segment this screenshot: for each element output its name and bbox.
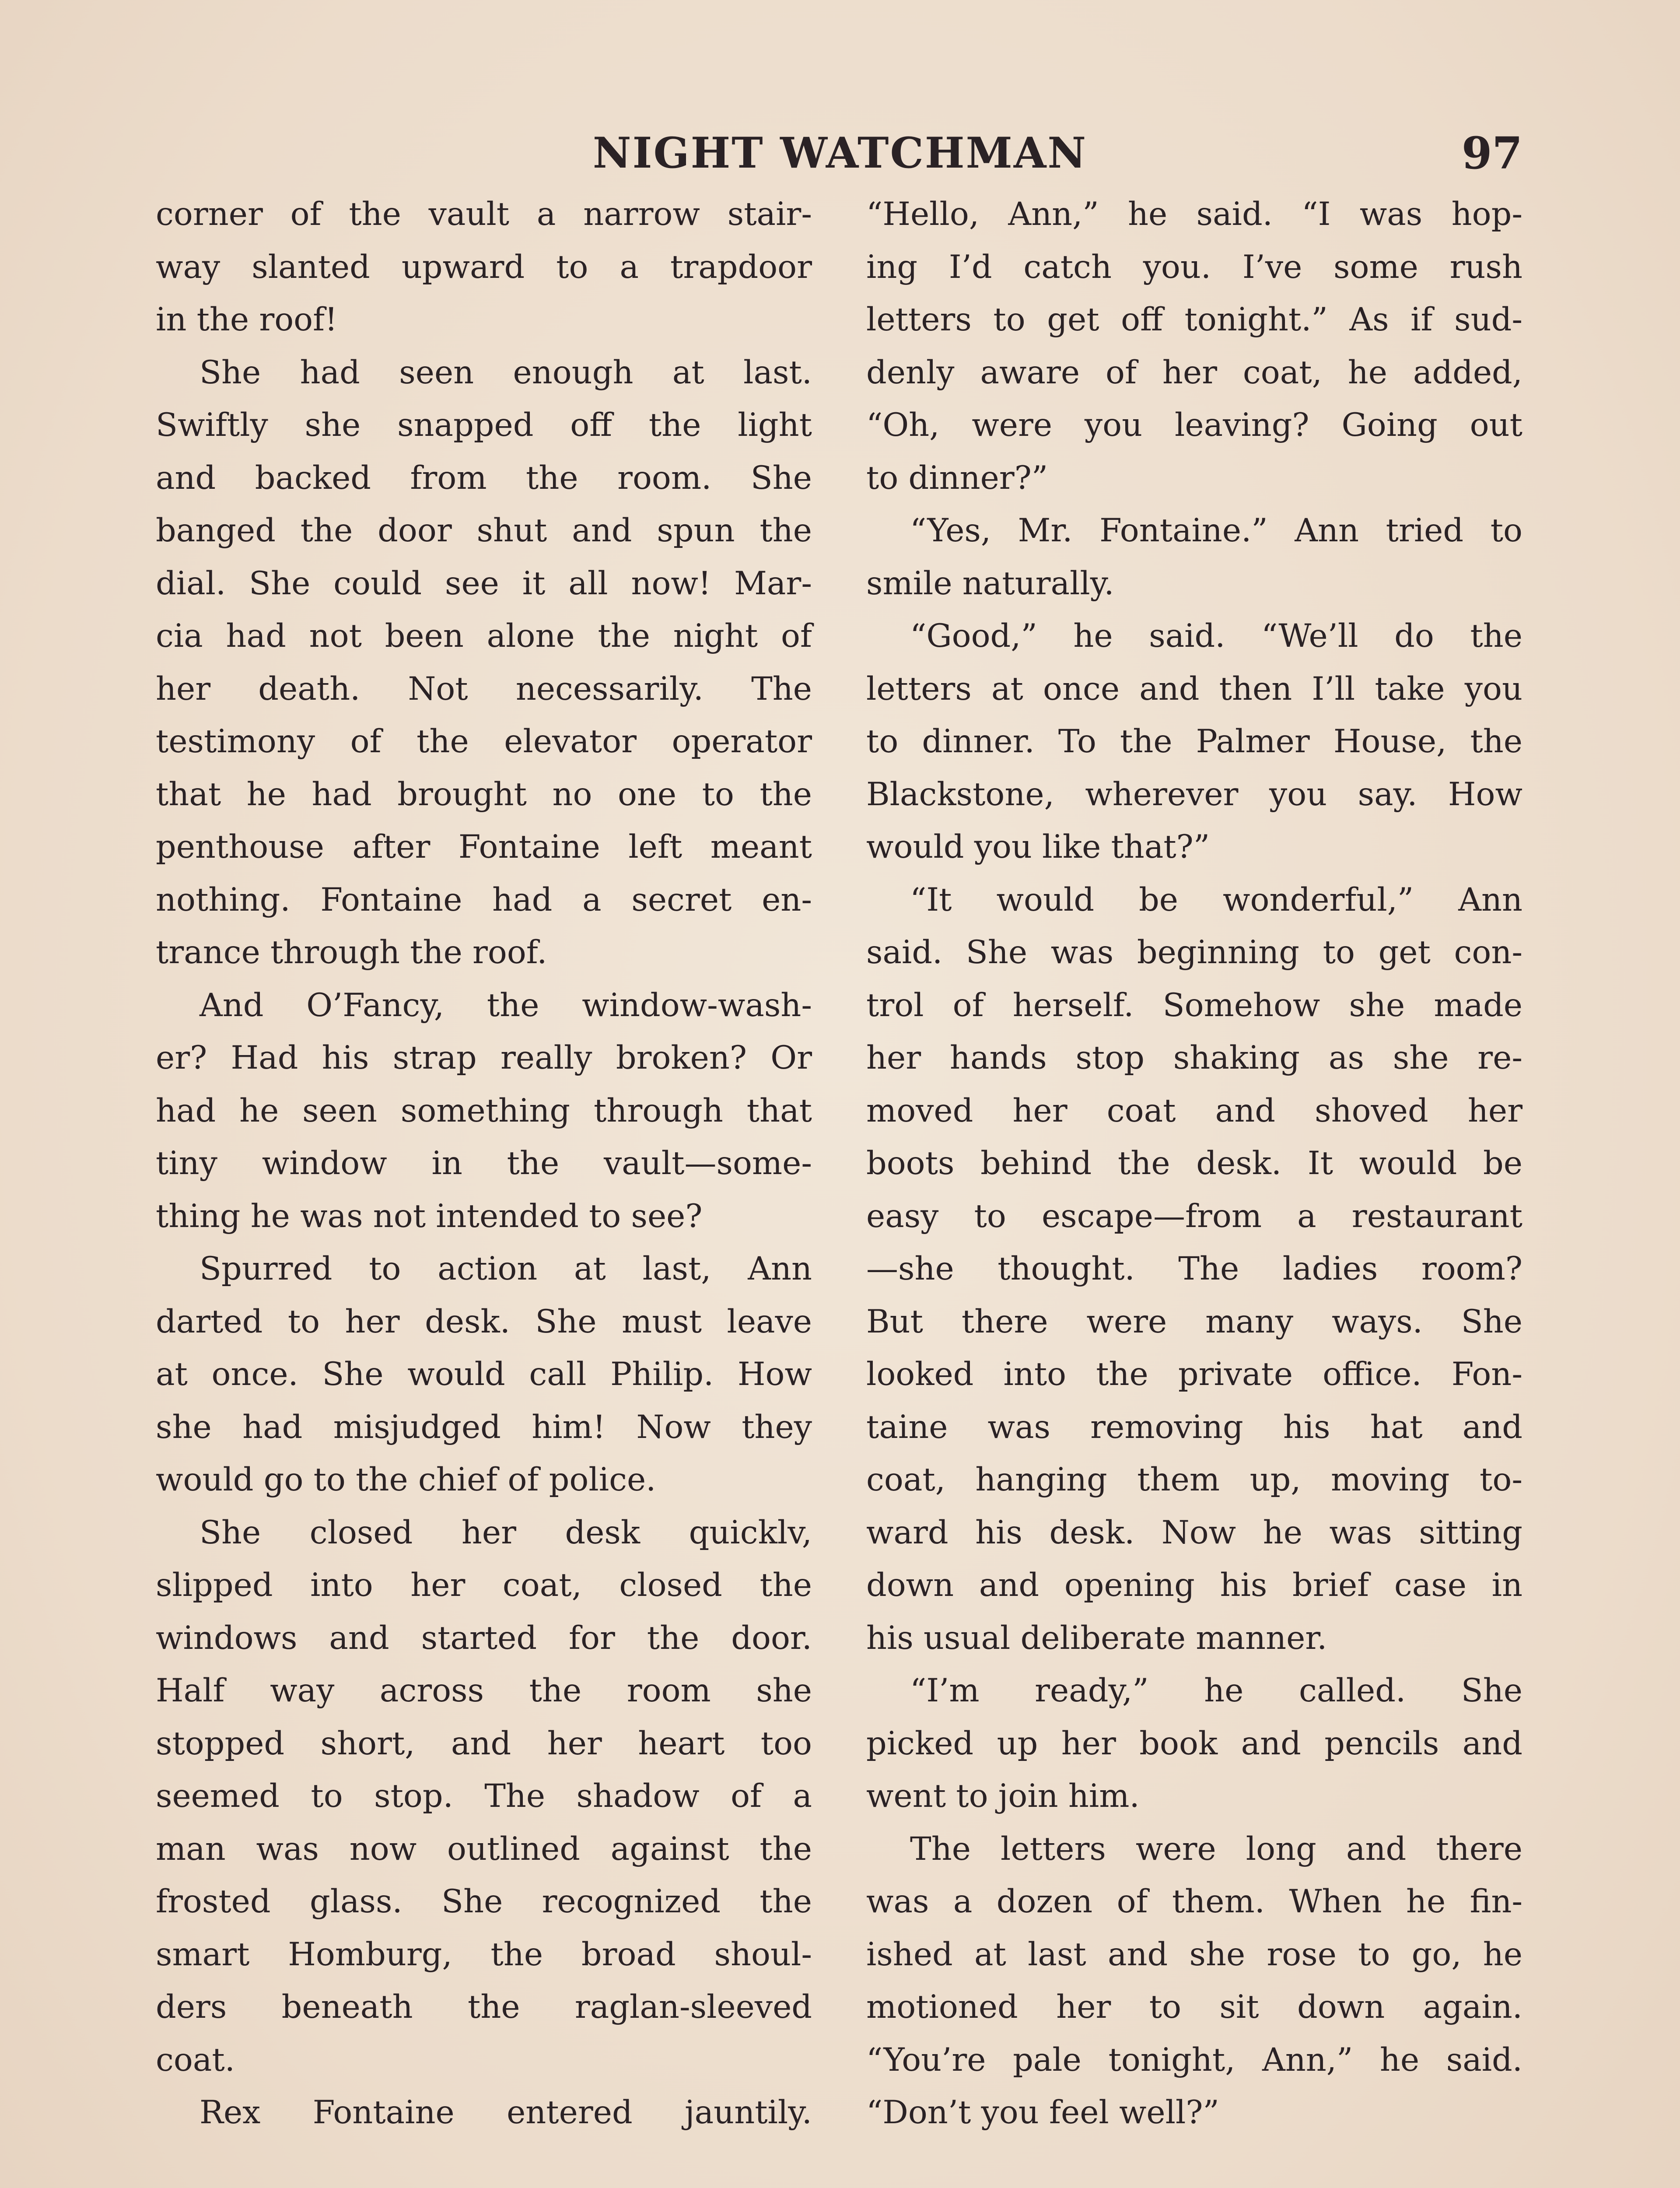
- text-line: denly aware of her coat, he added,: [866, 354, 1522, 391]
- text-line: The letters were long and there: [910, 1830, 1522, 1868]
- text-line: smile naturally.: [866, 565, 1114, 602]
- text-line: seemed to stop. The shadow of a: [156, 1778, 812, 1815]
- text-line: boots behind the desk. It would be: [866, 1145, 1522, 1182]
- text-line: Rex Fontaine entered jauntily.: [200, 2094, 812, 2131]
- text-line: man was now outlined against the: [156, 1830, 812, 1868]
- text-line: er? Had his strap really broken? Or: [156, 1039, 812, 1076]
- text-line: But there were many ways. She: [866, 1303, 1522, 1340]
- text-line: ing I’d catch you. I’ve some rush: [866, 248, 1522, 286]
- text-line: slipped into her coat, closed the: [156, 1567, 812, 1604]
- text-line: cia had not been alone the night of: [156, 617, 812, 655]
- text-line: coat.: [156, 2041, 235, 2079]
- running-title: NIGHT WATCHMAN: [592, 128, 1088, 178]
- text-line: down and opening his brief case in: [866, 1567, 1522, 1604]
- text-line: frosted glass. She recognized the: [156, 1883, 812, 1920]
- text-line: to dinner. To the Palmer House, the: [866, 723, 1522, 760]
- text-line: motioned her to sit down again.: [866, 1988, 1522, 2026]
- text-line: “It would be wonderful,” Ann: [910, 881, 1522, 919]
- text-line: stopped short, and her heart too: [156, 1725, 812, 1762]
- text-line: had he seen something through that: [156, 1092, 812, 1129]
- text-line: her death. Not necessarily. The: [156, 670, 812, 708]
- text-line: to dinner?”: [866, 459, 1048, 497]
- text-line: his usual deliberate manner.: [866, 1619, 1327, 1657]
- text-line: Swiftly she snapped off the light: [156, 407, 812, 444]
- text-line: “Oh, were you leaving? Going out: [866, 407, 1522, 444]
- text-line: letters at once and then I’ll take you: [866, 670, 1522, 708]
- left-text-column: [156, 188, 812, 2139]
- text-line: easy to escape—from a restaurant: [866, 1197, 1522, 1235]
- text-line: smart Homburg, the broad shoul-: [156, 1936, 812, 1973]
- text-line: tiny window in the vault—some-: [156, 1145, 812, 1182]
- text-line: she had misjudged him! Now they: [156, 1408, 812, 1446]
- text-line: penthouse after Fontaine left meant: [156, 828, 812, 866]
- text-line: “Hello, Ann,” he said. “I was hop-: [866, 196, 1522, 233]
- text-line: coat, hanging them up, moving to-: [866, 1461, 1522, 1498]
- text-line: “Don’t you feel well?”: [866, 2094, 1219, 2131]
- text-line: was a dozen of them. When he fin-: [866, 1883, 1522, 1920]
- text-line: “Good,” he said. “We’ll do the: [910, 617, 1522, 655]
- text-line: her hands stop shaking as she re-: [866, 1039, 1522, 1076]
- text-line: Spurred to action at last, Ann: [200, 1250, 812, 1287]
- text-line: in the roof!: [156, 301, 338, 338]
- text-line: banged the door shut and spun the: [156, 512, 812, 549]
- text-line: nothing. Fontaine had a secret en-: [156, 881, 812, 919]
- text-line: taine was removing his hat and: [866, 1408, 1522, 1446]
- text-line: testimony of the elevator operator: [156, 723, 812, 760]
- text-line: “I’m ready,” he called. She: [910, 1672, 1522, 1709]
- text-line: “Yes, Mr. Fontaine.” Ann tried to: [910, 512, 1522, 549]
- text-line: would go to the chief of police.: [156, 1461, 656, 1498]
- text-line: dial. She could see it all now! Mar-: [156, 565, 812, 602]
- text-line: —she thought. The ladies room?: [866, 1250, 1522, 1287]
- text-line: moved her coat and shoved her: [866, 1092, 1522, 1129]
- text-line: went to join him.: [866, 1778, 1140, 1815]
- text-line: picked up her book and pencils and: [866, 1725, 1522, 1762]
- text-line: letters to get off tonight.” As if sud-: [866, 301, 1522, 338]
- text-line: ders beneath the raglan-sleeved: [156, 1988, 812, 2026]
- text-line: said. She was beginning to get con-: [866, 934, 1522, 971]
- text-line: ished at last and she rose to go, he: [866, 1936, 1522, 1973]
- text-line: windows and started for the door.: [156, 1619, 812, 1657]
- text-line: thing he was not intended to see?: [156, 1197, 703, 1235]
- text-line: ward his desk. Now he was sitting: [866, 1514, 1522, 1551]
- text-line: at once. She would call Philip. How: [156, 1356, 812, 1393]
- text-line: Blackstone, wherever you say. How: [866, 775, 1522, 813]
- text-line: trol of herself. Somehow she made: [866, 986, 1522, 1024]
- page-header: [158, 118, 1522, 188]
- text-line: and backed from the room. She: [156, 459, 812, 497]
- text-line: looked into the private office. Fon-: [866, 1356, 1522, 1393]
- text-line: corner of the vault a narrow stair-: [156, 196, 812, 233]
- page-number: 97: [1461, 127, 1522, 179]
- text-line: that he had brought no one to the: [156, 775, 812, 813]
- right-text-column: [866, 188, 1522, 2139]
- text-line: darted to her desk. She must leave: [156, 1303, 812, 1340]
- text-line: Half way across the room she: [156, 1672, 812, 1709]
- text-line: She had seen enough at last.: [200, 354, 812, 391]
- text-line: She closed her desk quicklv,: [200, 1514, 812, 1551]
- text-line: And O’Fancy, the window-wash-: [200, 986, 812, 1024]
- text-line: “You’re pale tonight, Ann,” he said.: [866, 2041, 1522, 2079]
- text-line: trance through the roof.: [156, 934, 547, 971]
- text-line: would you like that?”: [866, 828, 1210, 866]
- text-line: way slanted upward to a trapdoor: [156, 248, 812, 286]
